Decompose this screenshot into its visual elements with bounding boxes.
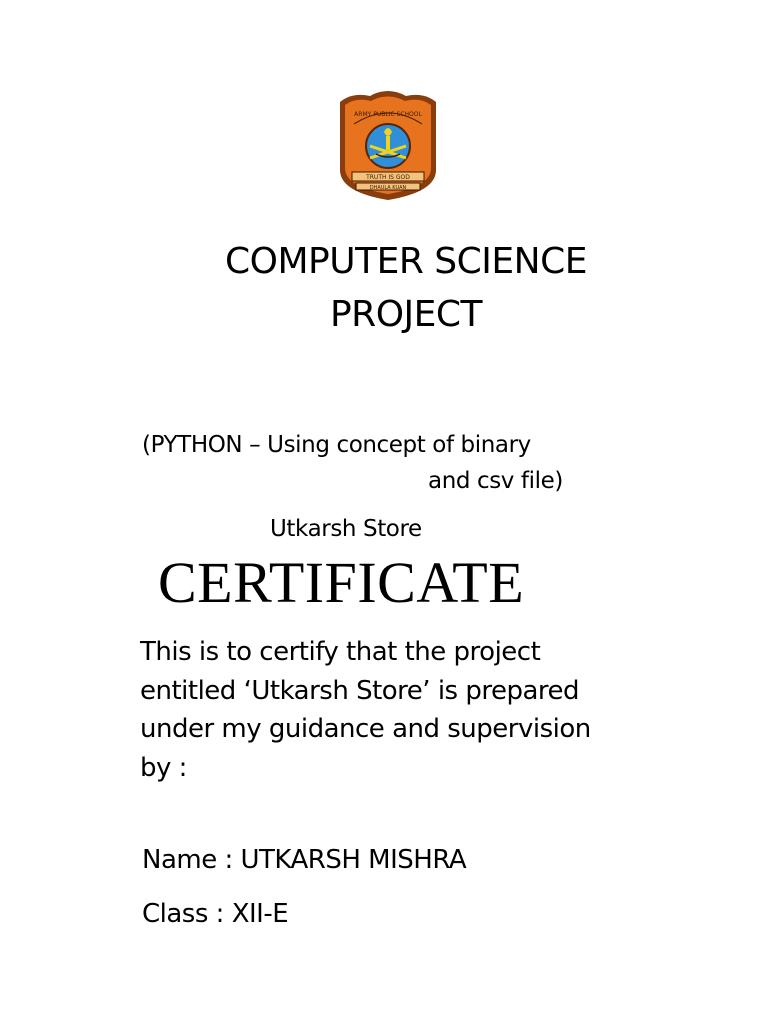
- svg-text:ARMY PUBLIC SCHOOL: ARMY PUBLIC SCHOOL: [354, 111, 422, 118]
- school-crest-icon: [332, 88, 444, 204]
- project-name: Utkarsh Store: [270, 516, 422, 542]
- school-logo: [332, 88, 444, 204]
- certificate-body-line: by :: [140, 752, 187, 783]
- student-name: Name : UTKARSH MISHRA: [142, 845, 467, 875]
- student-class: Class : XII-E: [142, 899, 289, 929]
- project-subtitle-line-2: and csv file): [428, 468, 563, 494]
- svg-text:TRUTH IS GOD: TRUTH IS GOD: [366, 174, 410, 181]
- project-title-line-1: COMPUTER SCIENCE: [225, 241, 587, 282]
- svg-text:DHAULA KUAN: DHAULA KUAN: [369, 185, 407, 191]
- certificate-body-line: entitled ‘Utkarsh Store’ is prepared: [140, 675, 580, 706]
- project-subtitle-line-1: (PYTHON – Using concept of binary: [142, 432, 531, 458]
- project-title-line-2: PROJECT: [329, 294, 483, 335]
- certificate-body-line: This is to certify that the project: [140, 637, 541, 667]
- certificate-body: [140, 633, 650, 787]
- certificate-heading: CERTIFICATE: [158, 550, 525, 615]
- certificate-body-line: under my guidance and supervision: [140, 714, 591, 744]
